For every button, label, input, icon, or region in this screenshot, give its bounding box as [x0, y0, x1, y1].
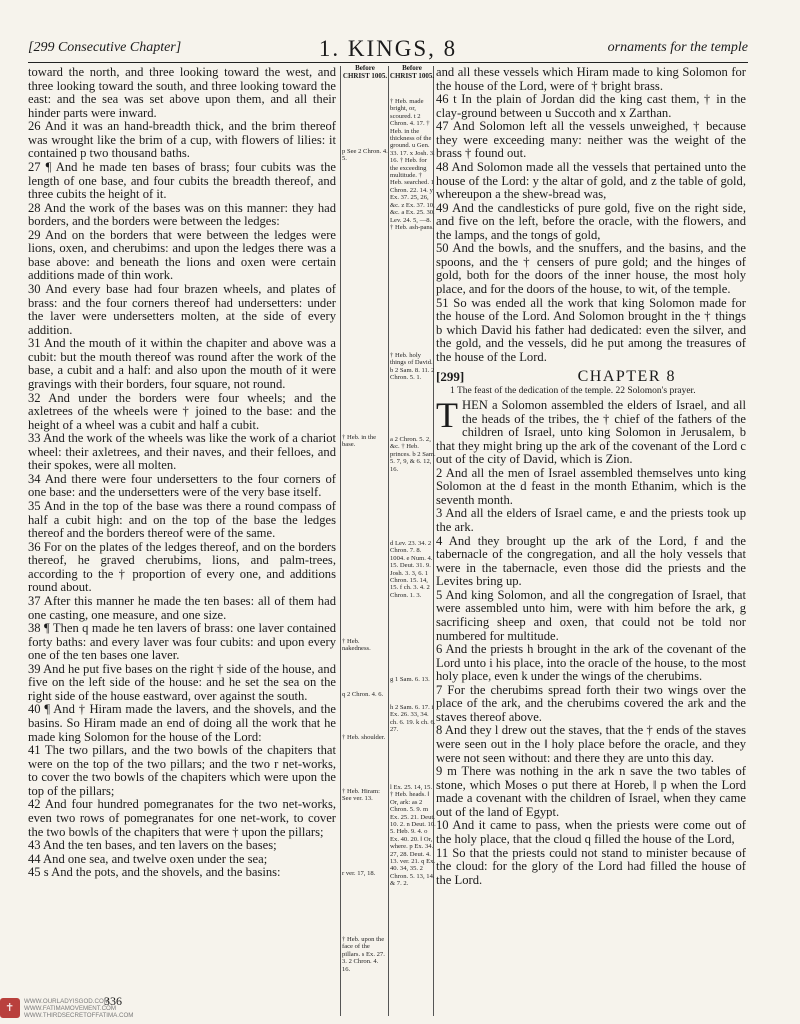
verse-paragraph: 4 And they brought up the ark of the Lord, f and the tabernacle of the congregation, and all the holy vessels that were in the tabernacle, even those did the priests and the Levites bring up. [436, 533, 746, 589]
book-title: 1. KINGS, 8 [318, 36, 458, 61]
verse-paragraph: 30 And every base had four brazen wheels, and plates of brass: and the four corners thereof had undersetters: under the laver were undersetters molten, at the side of every addition. [28, 282, 336, 337]
verse-paragraph: 44 And one sea, and twelve oxen under the sea; [28, 851, 268, 866]
verse-paragraph: 11 So that the priests could not stand to minister because of the cloud: for the glory of the Lord had filled the house of the Lord. [436, 845, 746, 887]
verse-paragraph: 51 So was ended all the work that king Solomon made for the house of the Lord. And Solomon brought in the † things b which David his father had dedicated: even the silver, and the gold, and the vessels, did he put among the treasures of the house of the Lord. [436, 295, 746, 364]
left-text-column [28, 66, 336, 880]
verse-paragraph: 48 And Solomon made all the vessels that pertained unto the house of the Lord: y the altar of gold, and z the table of gold, whereupon a the shew-bread was, [436, 159, 746, 202]
margin-heading: Before CHRIST 1005. [389, 64, 435, 80]
verse-paragraph: 45 s And the pots, and the shovels, and the basins: [28, 865, 281, 880]
verse-paragraph: 36 For on the plates of the ledges thereof, and on the borders thereof, he graved cherubims, lions, and palm-trees, according to the † proportion of every one, and additions round about. [28, 539, 336, 595]
page-number: 336 [104, 994, 122, 1008]
verse-paragraph: 37 After this manner he made the ten bases: all of them had one casting, one measure, and one size. [28, 593, 336, 622]
verse-paragraph: 49 And the candlesticks of pure gold, five on the right side, and five on the left, before the oracle, with the flowers, and the lamps, and the tongs of gold, [436, 200, 746, 242]
margin-note: † Heb. made bright, or, scoured. t 2 Chron. 4. 17. † Heb. in the thickness of the ground. u Gen. 33. 17. x Josh. 3. 16. † Heb. for the exceeding multitude. † Heb. searched. 1 Chron. 22. 14. y Ex. 37. 25, 26, &c. z Ex. 37. 10, &c. a Ex. 25. 30. Lev. 24. 5, —8. † Heb. ash-pans. [390, 98, 435, 231]
verse-paragraph: 35 And in the top of the base was there a round compass of half a cubit high: and on the top of the base the ledges thereof and the borders thereof were of the same. [28, 499, 336, 541]
chapter-number: [299] [436, 369, 465, 385]
margin-note: † Heb. upon the face of the pillars. s Ex. 27. 3. 2 Chron. 4. 16. [342, 936, 385, 973]
verse-paragraph: 40 ¶ And † Hiram made the lavers, and the shovels, and the basins. So Hiram made an end of doing all the work that he made king Solomon for the house of the Lord: [28, 702, 336, 744]
chapter-reference: [299 Consecutive Chapter] [28, 40, 182, 55]
margin-note: l Ex. 25. 14, 15. † Heb. heads. ‖ Or, ark: as 2 Chron. 5. 9. m Ex. 25. 21. Deut. 10. 2. n Deut. 10. 5. Heb. 9. 4. o Ex. 40. 20. ‖ Or, where. p Ex. 34. 27, 28. Deut. 4. 13. ver. 21. q Ex. 40. 34, 35. 2 Chron. 5. 13, 14. & 7. 2. [390, 784, 436, 888]
drop-cap: T [436, 394, 458, 435]
verse-paragraph: 41 The two pillars, and the two bowls of the chapiters that were on the top of the two pillars; and the two r net-works, to cover the two bowls of the chapiters which were upon the top of the pillars; [28, 743, 336, 798]
verse-paragraph: 42 And four hundred pomegranates for the two net-works, even two rows of pomegranates for one net-work, to cover the two bowls of the chapiters that were † upon the pillars; [28, 797, 336, 839]
margin-note: a 2 Chron. 5. 2, &c. † Heb. princes. b 2 Sam. 5. 7, 9, & 6. 12, 16. [390, 436, 436, 473]
watermark-line: WWW.OURLADYISGOD.COM [24, 998, 109, 1005]
verse-paragraph: 46 t In the plain of Jordan did the king cast them, † in the clay-ground between u Succoth and x Zarthan. [436, 92, 746, 120]
watermark-line: WWW.FATIMAMOVEMENT.COM [24, 1005, 116, 1012]
page-header [28, 36, 748, 63]
margin-note: r ver. 17, 18. [342, 870, 376, 877]
verse-paragraph: 29 And on the borders that were between the ledges were lions, oxen, and cherubims: and upon the ledges there was a base above: and beneath the lions and oxen were certain additions made of thin work. [28, 227, 336, 283]
topic-heading: ornaments for the temple [607, 40, 748, 55]
margin-note: † Heb. nakedness. [342, 638, 371, 653]
verse-paragraph: toward the north, and three looking toward the west, and three looking toward the south, and three looking toward the east: and the sea was set above upon them, and all their hinder parts were inward. [28, 65, 336, 120]
verse-paragraph: and all these vessels which Hiram made to king Solomon for the house of the Lord, were of † bright brass. [436, 65, 746, 93]
verse-paragraph: 28 And the work of the bases was on this manner: they had borders, and the borders were between the ledges: [28, 200, 336, 229]
margin-heading: Before CHRIST 1005. [342, 64, 388, 80]
verse-paragraph [436, 394, 746, 467]
verse-paragraph: 27 ¶ And he made ten bases of brass; four cubits was the length of one base, and four cubits the breadth thereof, and three cubits the height of it. [28, 159, 336, 202]
verse-paragraph: 33 And the work of the wheels was like the work of a chariot wheel: their axletrees, and their naves, and their felloes, and their spokes, were all molten. [28, 431, 336, 473]
site-badge-icon: ✝ [0, 998, 20, 1018]
verse-paragraph: 8 And they l drew out the staves, that the † ends of the staves were seen out in the ‖ holy place before the oracle, and they were not seen without: and there they are unto this day. [436, 723, 746, 765]
verse-paragraph: 34 And there were four undersetters to the four corners of one base: and the undersetters were of the very base itself. [28, 471, 336, 500]
verse-paragraph: 2 And all the men of Israel assembled themselves unto king Solomon at the d feast in the month Ethanim, which is the seventh month. [436, 465, 746, 507]
margin-note: † Heb. holy things of David. b 2 Sam. 8. 11. 2 Chron. 5. 1. [390, 352, 435, 382]
verse-paragraph: 31 And the mouth of it within the chapiter and above was a cubit: but the mouth thereof was round after the work of the base, a cubit and a half: and also upon the mouth of it were gravings with their borders, four square, not round. [28, 336, 336, 391]
verse-paragraph: 9 m There was nothing in the ark n save the two tables of stone, which Moses o put there at Horeb, ‖ p when the Lord made a covenant with the children of Israel, when they came out of the land of Egypt. [436, 764, 746, 819]
margin-note: q 2 Chron. 4. 6. [342, 691, 384, 698]
verse-paragraph: 39 And he put five bases on the right † side of the house, and five on the left side of the house: and he set the sea on the right side of the house eastward, over against the south. [28, 661, 336, 703]
verse-paragraph: 5 And king Solomon, and all the congregation of Israel, that were assembled unto him, were with him before the ark, g sacrificing sheep and oxen, that could not be told nor numbered for multitude. [436, 587, 746, 643]
verse-paragraph: 50 And the bowls, and the snuffers, and the basins, and the spoons, and the † censers of pure gold; and the hinges of gold, both for the doors of the inner house, the most holy place, and for the doors of the house, to wit, of the temple. [436, 241, 746, 296]
verse-paragraph: 32 And under the borders were four wheels; and the axletrees of the wheels were † joined to the base: and the height of a wheel was a cubit and half a cubit. [28, 390, 336, 432]
watermark-line: WWW.THIRDSECRETOFFATIMA.COM [24, 1012, 134, 1019]
verse-paragraph: 43 And the ten bases, and ten lavers on the bases; [28, 838, 277, 853]
column-rule [340, 66, 341, 1016]
verse-paragraph: 6 And the priests h brought in the ark of the covenant of the Lord unto i his place, into the oracle of the house, to the most holy place, even k under the wings of the cherubims. [436, 642, 746, 684]
right-text-column [436, 66, 746, 887]
verse-text: HEN a Solomon assembled the elders of Israel, and all the heads of the tribes, the † chief of the fathers of the children of Israel, unto king Solomon in Jerusalem, b that they might bring up the ark of the covenant of the Lord c out of the city of David, which is Zion. [436, 397, 746, 467]
margin-note: p See 2 Chron. 4. 5. [342, 148, 388, 163]
verse-paragraph: 38 ¶ Then q made he ten lavers of brass: one laver contained forty baths: and every laver was four cubits: and upon every one of the ten bases one laver. [28, 621, 336, 663]
margin-note: † Heb. shoulder. [342, 734, 386, 741]
chapter-title: CHAPTER 8 [577, 368, 676, 386]
margin-note: h 2 Sam. 6. 17. i Ex. 26. 33, 34. ch. 6. 19. k ch. 6. 27. [390, 704, 436, 734]
margin-note: d Lev. 23. 34. 2 Chron. 7. 8. 1004. e Num. 4. 15. Deut. 31. 9. Josh. 3. 3, 6. 1 Chron. 15. 14, 15. f ch. 3. 4. 2 Chron. 1. 3. [390, 540, 433, 599]
verse-paragraph: 47 And Solomon left all the vessels unweighed, † because they were exceeding many: neither was the weight of the brass † found out. [436, 119, 746, 161]
verse-paragraph: 3 And all the elders of Israel came, e and the priests took up the ark. [436, 506, 746, 534]
column-rule [388, 66, 389, 1016]
chapter-summary: 1 The feast of the dedication of the temple. 22 Solomon's prayer. [450, 385, 696, 396]
verse-paragraph: 7 For the cherubims spread forth their two wings over the place of the ark, and the cherubims covered the ark and the staves thereof above. [436, 682, 746, 724]
margin-note: † Heb. Hiram: See ver. 13. [342, 788, 380, 803]
verse-paragraph: 10 And it came to pass, when the priests were come out of the holy place, that the cloud q filled the house of the Lord, [436, 818, 746, 846]
chapter-heading [436, 370, 746, 384]
margin-note: † Heb. in the base. [342, 434, 377, 449]
margin-note: g 1 Sam. 6. 13. [390, 676, 430, 683]
verse-paragraph: 26 And it was an hand-breadth thick, and the brim thereof was wrought like the brim of a cup, with flowers of lilies: it contained p two thousand baths. [28, 119, 336, 161]
